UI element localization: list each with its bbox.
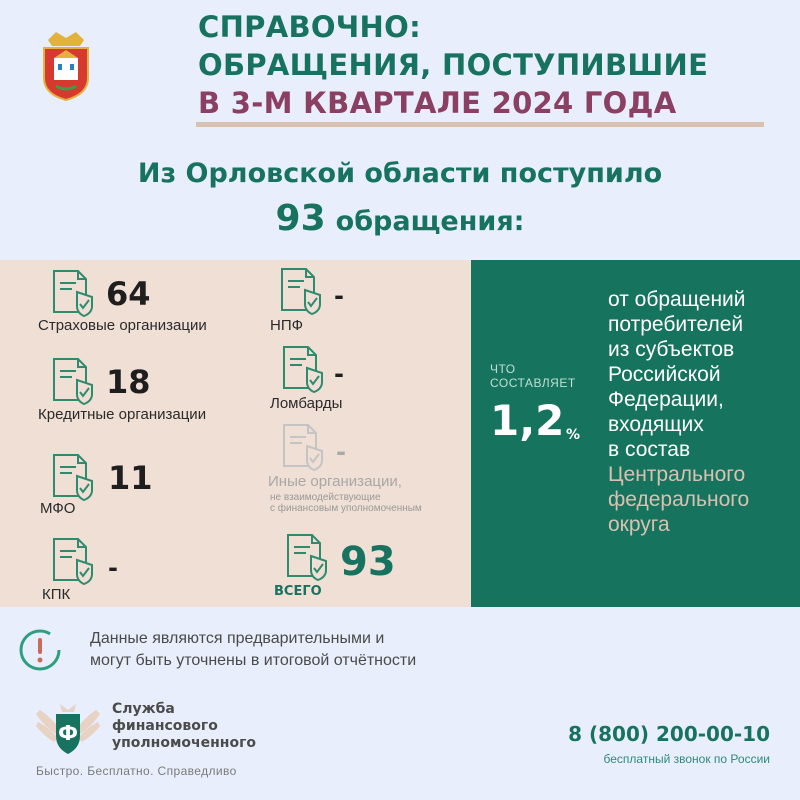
category-label: НПФ bbox=[270, 317, 304, 334]
share-highlight-line: округа bbox=[608, 513, 670, 536]
share-text-line: Федерации, bbox=[608, 388, 724, 411]
share-text-line: потребителей bbox=[608, 313, 744, 336]
share-prefix bbox=[490, 362, 576, 390]
document-check-icon bbox=[50, 268, 100, 318]
share-value: 1,2 bbox=[490, 396, 565, 445]
document-check-icon bbox=[50, 452, 100, 502]
category-value: - bbox=[336, 438, 346, 466]
document-check-icon bbox=[278, 266, 328, 316]
summary-count: 93 bbox=[275, 198, 326, 239]
share-highlight-line: федерального bbox=[608, 488, 750, 511]
disclaimer-line: могут быть уточнены в итоговой отчётности bbox=[90, 652, 417, 669]
category-label: Иные организации, bbox=[268, 473, 402, 490]
document-check-icon-muted bbox=[280, 422, 330, 472]
total-value: 93 bbox=[340, 539, 396, 585]
category-value: 18 bbox=[106, 363, 151, 401]
title-line: СПРАВОЧНО: bbox=[198, 10, 421, 44]
summary-line-1: Из Орловской области поступило bbox=[137, 158, 663, 189]
share-text-line: Российской bbox=[608, 363, 721, 386]
org-name-line: уполномоченного bbox=[112, 735, 257, 751]
title bbox=[198, 8, 788, 122]
category-value: 11 bbox=[108, 459, 153, 497]
category-value: - bbox=[334, 282, 344, 310]
category-value: - bbox=[108, 554, 118, 582]
exclamation-circle-icon bbox=[18, 628, 62, 672]
category-value: 64 bbox=[106, 275, 151, 313]
disclaimer-text bbox=[90, 628, 416, 672]
category-label: МФО bbox=[40, 500, 76, 517]
hotline-phone[interactable]: 8 (800) 200-00-10 bbox=[568, 722, 770, 746]
hotline-note: бесплатный звонок по России bbox=[603, 752, 770, 766]
category-note: с финансовым уполномоченным bbox=[270, 503, 422, 514]
share-unit: % bbox=[566, 427, 581, 443]
category-value: - bbox=[334, 360, 344, 388]
share-highlight-line: Центрального bbox=[608, 463, 746, 486]
category-label: Кредитные организации bbox=[38, 406, 207, 423]
share-prefix-line: ЧТО bbox=[490, 362, 516, 376]
total-label: ВСЕГО bbox=[274, 584, 322, 599]
share-prefix-line: СОСТАВЛЯЕТ bbox=[490, 376, 576, 390]
document-check-icon bbox=[284, 532, 334, 582]
category-label: КПК bbox=[42, 586, 71, 603]
org-name bbox=[112, 701, 256, 752]
motto: Быстро. Бесплатно. Справедливо bbox=[36, 764, 237, 778]
title-underline bbox=[196, 122, 764, 127]
title-line: ОБРАЩЕНИЯ, ПОСТУПИВШИЕ bbox=[198, 48, 709, 82]
share-text-line: от обращений bbox=[608, 288, 746, 311]
coat-of-arms-icon bbox=[38, 30, 94, 102]
category-note: не взаимодействующие bbox=[270, 492, 381, 503]
category-label: Ломбарды bbox=[270, 395, 343, 412]
share-text-line: входящих bbox=[608, 413, 704, 436]
svg-text:Ф: Ф bbox=[58, 721, 78, 745]
disclaimer-line: Данные являются предварительными и bbox=[90, 630, 385, 647]
document-check-icon bbox=[50, 356, 100, 406]
share-description bbox=[608, 287, 798, 537]
org-name-line: финансового bbox=[112, 718, 218, 734]
eagle-shield-logo-icon bbox=[34, 700, 102, 758]
document-check-icon bbox=[50, 536, 100, 586]
share-text-line: из субъектов bbox=[608, 338, 735, 361]
summary-suffix: обращения: bbox=[335, 206, 525, 237]
category-label: Страховые организации bbox=[38, 317, 207, 334]
share-text-line: в состав bbox=[608, 438, 691, 461]
document-check-icon bbox=[280, 344, 330, 394]
summary-line-2 bbox=[0, 198, 800, 239]
title-line-accent: В 3-М КВАРТАЛЕ 2024 ГОДА bbox=[198, 86, 677, 120]
org-name-line: Служба bbox=[112, 701, 175, 717]
